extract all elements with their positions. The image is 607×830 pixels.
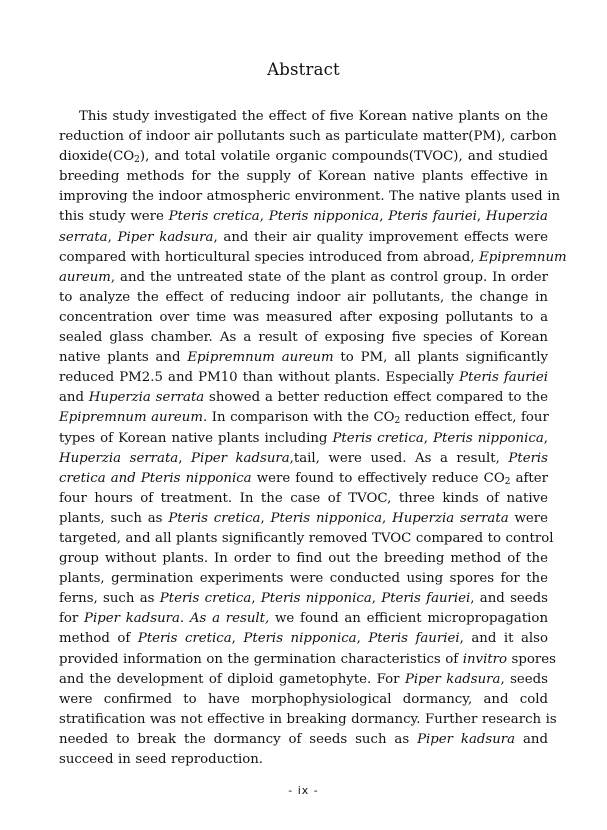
italic-species-name: Pteris cretica — [159, 591, 252, 607]
text-run: , — [371, 591, 382, 607]
text-line — [59, 489, 548, 509]
text-run: types of Korean native plants including — [59, 430, 333, 446]
text-run: plants, germination experiments were conducted using spores for the — [59, 571, 548, 587]
text-run: group without plants. In order to find out the breeding method of the — [59, 551, 548, 567]
text-line — [59, 308, 548, 328]
text-run: , — [178, 450, 192, 466]
text-run: four hours of treatment. In the case of TVOC, three kinds of native — [59, 490, 548, 506]
italic-species-name: Pteris — [508, 450, 548, 466]
text-run: . — [179, 611, 190, 627]
text-run: , and the untreated state of the plant as control group. In order — [110, 269, 548, 285]
text-run: reduced PM2.5 and PM10 than without plants. Especially — [59, 370, 460, 386]
italic-species-name: Pteris fauriei — [388, 209, 477, 225]
text-run: this study were — [59, 209, 169, 225]
text-run: succeed in seed reproduction. — [59, 752, 264, 767]
text-run: . In comparison with the CO — [202, 410, 395, 426]
text-run: targeted, and all plants significantly removed TVOC compared to control — [59, 530, 554, 546]
italic-species-name: Pteris nipponica — [433, 430, 544, 446]
italic-species-name: aureum — [59, 269, 111, 285]
text-line — [59, 589, 548, 609]
text-run: were — [508, 510, 548, 526]
text-run: provided information on the germination characteristics of — [59, 651, 463, 667]
text-run: to analyze the effect of reducing indoor air pollutants, the change in — [59, 289, 548, 305]
text-line — [59, 710, 557, 730]
text-run: ), and total volatile organic compounds(TVOC), and studied — [139, 149, 548, 165]
text-line — [59, 609, 548, 629]
subscript-text: 2 — [394, 416, 401, 427]
text-run: improving the indoor atmospheric environment. The native plants used in — [59, 189, 561, 205]
italic-species-name: invitro — [462, 651, 508, 667]
text-run: and the development of diploid gametophyte. For — [59, 671, 405, 687]
text-run: , and their air quality improvement effects were — [213, 229, 548, 245]
text-run: concentration over time was measured after exposing pollutants to a — [59, 309, 548, 325]
text-run: needed to break the dormancy of seeds such as — [59, 731, 418, 747]
text-run: to PM, all plants significantly — [333, 350, 548, 366]
italic-species-name: Epipremnum aureum — [59, 410, 203, 426]
text-run: , and seeds — [470, 591, 548, 607]
italic-species-name: Pteris nipponica — [243, 631, 357, 647]
text-run: dioxide(CO — [59, 149, 135, 165]
text-run: , — [107, 229, 118, 245]
text-run: , — [543, 430, 548, 446]
italic-species-name: Pteris nipponica — [268, 209, 380, 225]
text-run: we found an efficient micropropagation — [269, 611, 549, 627]
text-run: This study investigated the effect of five Korean native plants on the — [79, 109, 548, 124]
text-run: stratification was not effective in breaking dormancy. Further research is — [59, 711, 557, 727]
text-line — [59, 690, 548, 710]
italic-species-name: Pteris fauriei — [368, 631, 460, 647]
text-run: ,tail, were used. As a result, — [289, 450, 509, 466]
italic-species-name: Epipremnum — [479, 249, 567, 265]
italic-species-name: Huperzia serrata — [59, 450, 179, 466]
text-run: , — [231, 631, 244, 647]
subscript-text: 2 — [134, 155, 140, 166]
text-line — [59, 469, 548, 489]
italic-species-name: Huperzia serrata — [88, 390, 205, 406]
text-run: , — [423, 430, 434, 446]
text-run: and — [515, 731, 548, 747]
italic-species-name: Pteris fauriei — [381, 591, 471, 607]
abstract-paragraph — [59, 107, 567, 770]
text-line — [59, 248, 567, 268]
text-line — [59, 549, 548, 569]
text-line — [59, 107, 548, 127]
text-run: for — [59, 611, 85, 627]
page-number: - ix - — [288, 784, 319, 797]
italic-species-name: cretica and Pteris nipponica — [59, 470, 252, 486]
text-line — [59, 228, 548, 248]
text-line — [59, 650, 556, 670]
italic-species-name: Piper kadsura — [404, 671, 501, 687]
text-line — [59, 408, 548, 428]
italic-species-name: Pteris cretica — [332, 430, 424, 446]
text-line — [59, 147, 548, 167]
italic-species-name: Piper kadsura — [117, 229, 214, 245]
text-line — [59, 167, 548, 187]
text-line — [59, 569, 548, 589]
text-run: , seeds — [500, 671, 548, 687]
text-line — [59, 127, 557, 147]
text-run: ferns, such as — [59, 591, 160, 607]
text-line — [59, 750, 548, 770]
text-line — [59, 288, 548, 308]
italic-species-name: Huperzia serrata — [392, 510, 509, 526]
italic-species-name: Huperzia — [485, 209, 548, 225]
subscript-text: 2 — [504, 476, 511, 487]
text-line — [59, 388, 548, 408]
italic-species-name: Pteris cretica — [137, 631, 232, 647]
italic-species-name: Piper kadsura — [191, 450, 290, 466]
text-line — [59, 429, 548, 449]
text-run: , — [356, 631, 369, 647]
text-run: breeding methods for the supply of Korean native plants effective in — [59, 169, 548, 185]
text-run: plants, such as — [59, 510, 169, 526]
text-run: reduction effect, four — [400, 410, 549, 426]
text-run: , — [379, 209, 389, 225]
text-run: after — [510, 470, 548, 486]
text-run: showed a better reduction effect compared to the — [204, 390, 549, 406]
italic-species-name: Piper kadsura — [84, 611, 180, 627]
text-line — [59, 629, 548, 649]
text-line — [59, 529, 554, 549]
text-run: were confirmed to have morphophysiological dormancy, and cold — [59, 691, 548, 707]
italic-species-name: Pteris nipponica — [270, 510, 383, 526]
italic-species-name: Piper kadsura — [417, 731, 516, 747]
text-run: , — [251, 591, 261, 607]
text-line — [59, 449, 548, 469]
text-run: and — [59, 390, 89, 406]
text-line — [59, 268, 548, 288]
text-run: sealed glass chamber. As a result of exposing five species of Korean — [59, 330, 548, 346]
text-run: method of — [59, 631, 138, 647]
text-run: , and it also — [459, 631, 549, 647]
italic-species-name: serrata — [59, 229, 108, 245]
text-run: , — [476, 209, 486, 225]
text-run: reduction of indoor air pollutants such as particulate matter(PM), carbon — [59, 129, 557, 145]
text-run: , — [259, 209, 269, 225]
italic-species-name: Pteris cretica — [168, 510, 261, 526]
text-line — [59, 187, 561, 207]
page-title: Abstract — [267, 60, 340, 79]
italic-species-name: Pteris nipponica — [260, 591, 372, 607]
text-line — [59, 207, 548, 227]
text-run: , — [382, 510, 393, 526]
text-run: spores — [507, 651, 556, 667]
italic-species-name: Epipremnum aureum — [187, 350, 334, 366]
text-line — [59, 509, 548, 529]
text-line — [59, 670, 548, 690]
text-line — [59, 368, 548, 388]
text-run: were found to effectively reduce CO — [251, 470, 505, 486]
text-line — [59, 348, 548, 368]
italic-species-name: As a result, — [189, 611, 270, 627]
text-line — [59, 328, 548, 348]
text-run: , — [260, 510, 271, 526]
italic-species-name: Pteris cretica — [168, 209, 260, 225]
text-run: native plants and — [59, 350, 188, 366]
text-run: compared with horticultural species introduced from abroad, — [59, 249, 480, 265]
text-line — [59, 730, 548, 750]
italic-species-name: Pteris fauriei — [459, 370, 549, 386]
